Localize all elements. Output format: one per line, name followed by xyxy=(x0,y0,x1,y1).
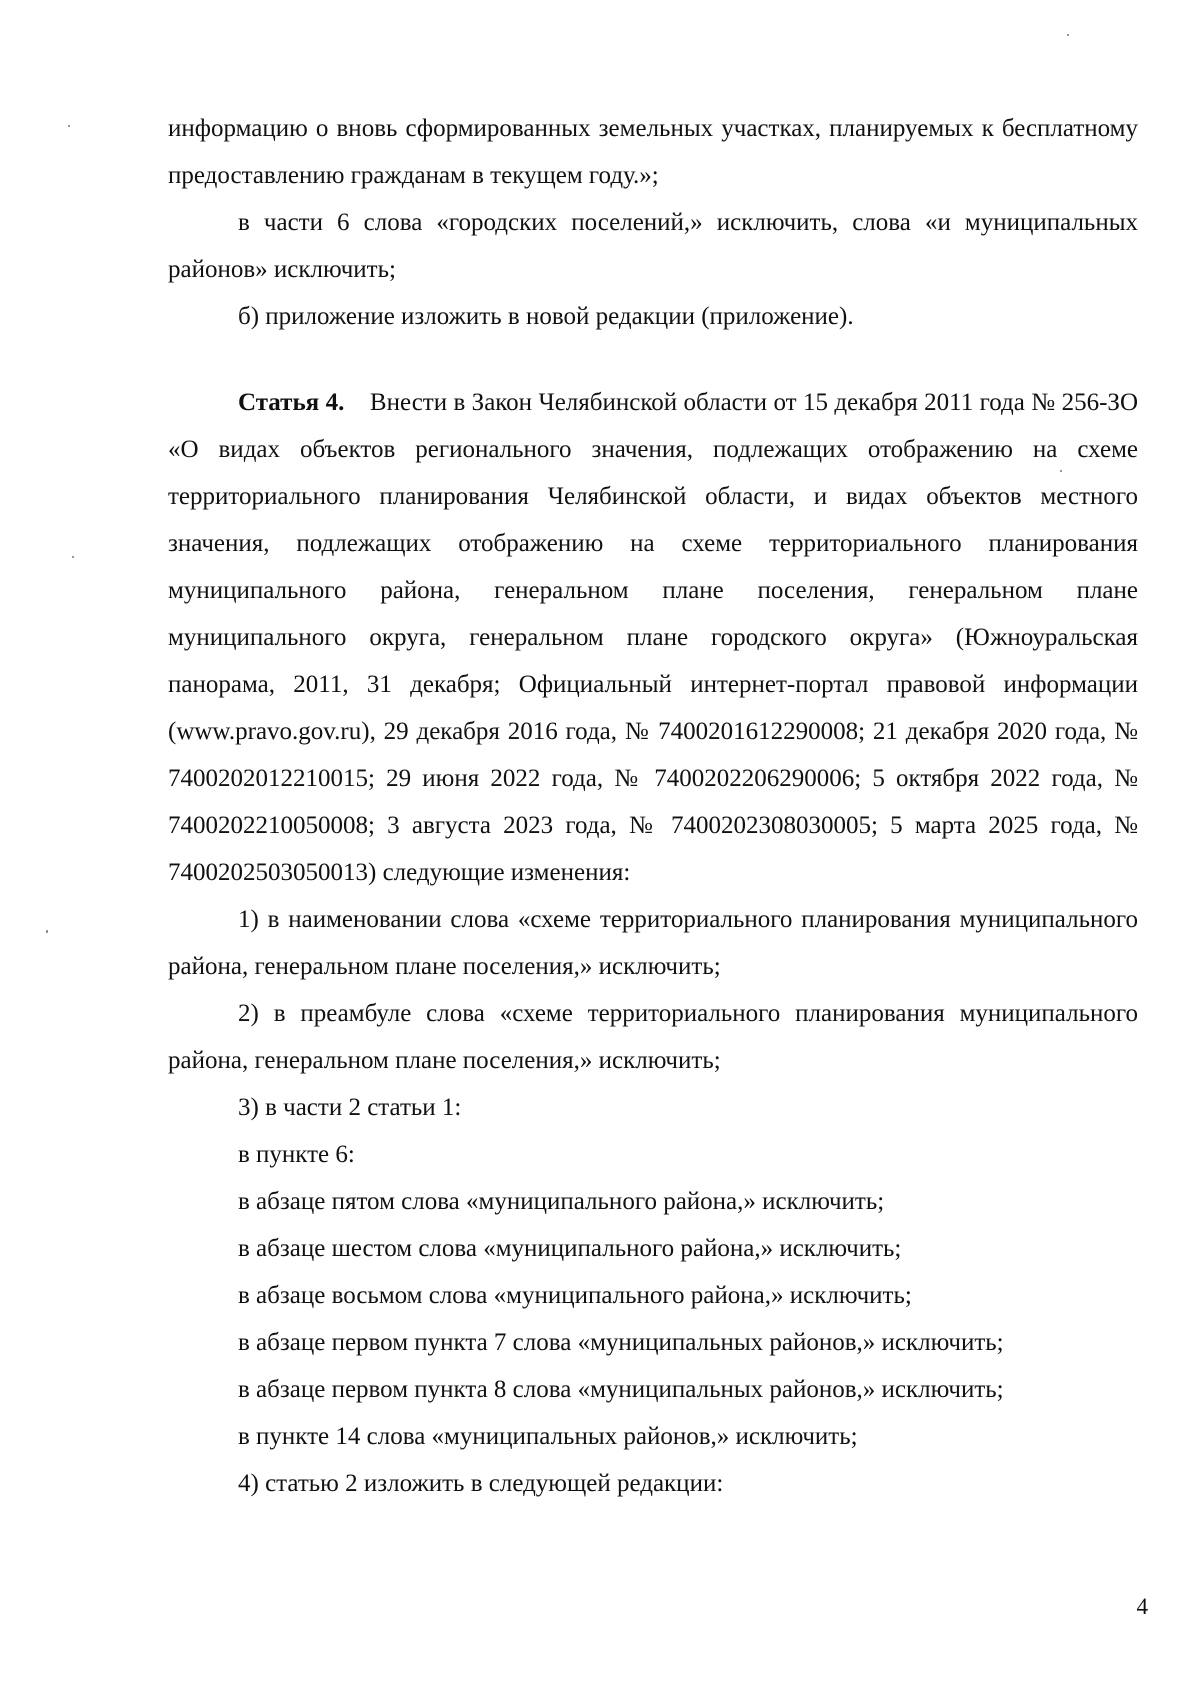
paragraph-land-plots-info: информацию о вновь сформированных земельных участках, планируемых к бесплатному предоставлению гражданам в текущем году.»; xyxy=(168,115,1138,189)
sub-item-paragraph-6: в абзаце шестом слова «муниципального района,» исключить; xyxy=(238,1235,902,1262)
sub-item-point-6: в пункте 6: xyxy=(238,1141,355,1168)
item-2-preamble-change: 2) в преамбуле слова «схеме территориального планирования муниципального района, генеральном плане поселения,» исключить; xyxy=(168,1000,1138,1074)
article-4-body: Внести в Закон Челябинской области от 15 декабря 2011 года № 256-ЗО «О видах объектов регионального значения, подлежащих отображению на схеме территориального планирования Челябинской области, и видах объектов местного значения, подлежащих отображению на схеме территориального планирования муниципального района, генеральном плане поселения, генеральном плане муниципального округа, генеральном плане городского округа» (Южноуральская панорама, 2011, 31 декабря; Официальный интернет-портал правовой информации (www.pravo.gov.ru), 29 декабря 2016 года, № 7400201612290008; 21 декабря 2020 года, № 7400202012210015; 29 июня 2022 года, № 7400202206290006; 5 октября 2022 года, № 7400202210050008; 3 августа 2023 года, № 7400202308030005; 5 марта 2025 года, № 7400202503050013) следующие изменения: xyxy=(168,389,1139,886)
sub-item-paragraph-8: в абзаце восьмом слова «муниципального района,» исключить; xyxy=(238,1282,912,1309)
item-1-title-change: 1) в наименовании слова «схеме территориального планирования муниципального района, генеральном плане поселения,» исключить; xyxy=(168,906,1138,980)
sub-item-point-7: в абзаце первом пункта 7 слова «муниципальных районов,» исключить; xyxy=(238,1329,1004,1356)
scan-speck xyxy=(46,930,48,933)
top-text-block xyxy=(168,105,1138,340)
scan-speck xyxy=(1067,34,1069,36)
page-number: 4 xyxy=(1136,1594,1148,1619)
article-4-block xyxy=(168,379,1138,1507)
paragraph-part-6: в части 6 слова «городских поселений,» исключить, слова «и муниципальных районов» исключить; xyxy=(168,209,1138,283)
scan-speck xyxy=(1060,470,1062,472)
sub-item-paragraph-5: в абзаце пятом слова «муниципального района,» исключить; xyxy=(238,1188,885,1215)
article-4-heading: Статья 4. xyxy=(238,389,345,416)
item-4-article-2-new-edition: 4) статью 2 изложить в следующей редакции: xyxy=(238,1470,724,1497)
sub-item-point-14: в пункте 14 слова «муниципальных районов,» исключить; xyxy=(238,1423,858,1450)
article-4-paragraph xyxy=(168,379,1138,896)
scan-speck xyxy=(72,556,74,558)
item-3-part-2-article-1: 3) в части 2 статьи 1: xyxy=(238,1094,462,1121)
paragraph-appendix: б) приложение изложить в новой редакции (приложение). xyxy=(238,303,854,330)
sub-item-point-8: в абзаце первом пункта 8 слова «муниципальных районов,» исключить; xyxy=(238,1376,1004,1403)
scan-speck xyxy=(68,125,70,127)
